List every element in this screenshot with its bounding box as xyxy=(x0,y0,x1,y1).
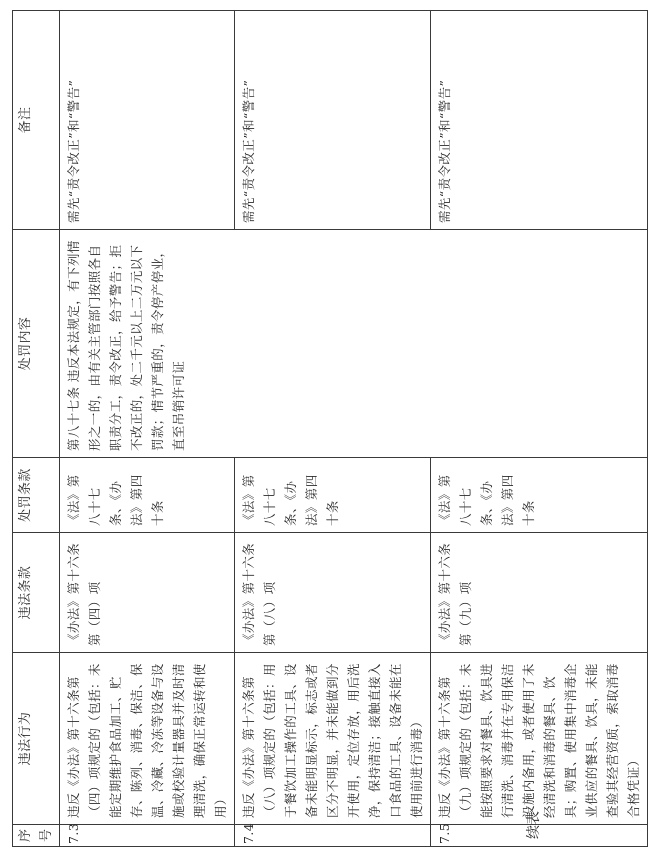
row-seq: 7.3 xyxy=(60,825,235,847)
row-remarks: 需先“责令改正”和“警告” xyxy=(60,11,235,230)
row-seq: 7.5 xyxy=(431,825,648,847)
row-remarks: 需先“责令改正”和“警告” xyxy=(235,11,431,230)
header-violated-clause: 违法条款 xyxy=(13,533,60,653)
header-penalty-content: 处罚内容 xyxy=(13,230,60,458)
row-behavior: 违反《办法》第十六条第（八）项规定的（包括：用于餐饮加工操作的工具、设备未能明显标示，标志或者区分不明显，并未能做到分开使用，定位存放，用后洗净，保持清洁；接触直接入口食品的工具、设备未能在使用前进行消毒） xyxy=(235,653,431,825)
table-row xyxy=(60,11,235,847)
row-seq: 7.4 xyxy=(235,825,431,847)
row-penalty-clause: 《法》第八十七条、《办法》第四十条 xyxy=(235,458,431,533)
header-row xyxy=(13,11,60,847)
row-penalty-clause: 《法》第八十七条、《办法》第四十条 xyxy=(431,458,648,533)
row-violated-clause: 《办法》第十六条第（四）项 xyxy=(60,533,235,653)
header-penalty-clause: 处罚条款 xyxy=(13,458,60,533)
penalty-table xyxy=(12,10,648,847)
row-penalty-content: 第八十七条 违反本法规定，有下列情形之一的，由有关主管部门按照各自职责分工，责令改正，给予警告；拒不改正的，处二千元以上二万元以下罚款；情节严重的，责令停产停业，直至吊销许可证 xyxy=(60,230,648,458)
continued-label: 续表 xyxy=(526,811,542,839)
row-violated-clause: 《办法》第十六条第（九）项 xyxy=(431,533,648,653)
row-behavior: 违反《办法》第十六条第（四）项规定的（包括：未能定期维护食品加工、贮存、陈列、消毒、保洁、保温、冷藏、冷冻等设备与设施或校验计量器具并及时清理清洗，确保正常运转和使用） xyxy=(60,653,235,825)
header-behavior: 违法行为 xyxy=(13,653,60,825)
row-remarks: 需先“责令改正”和“警告” xyxy=(431,11,648,230)
row-violated-clause: 《办法》第十六条第（八）项 xyxy=(235,533,431,653)
row-behavior: 违反《办法》第十六条第（九）项规定的（包括：未能按照要求对餐具、饮具进行清洗、消毒并在专用保洁设施内备用，或者使用了未经清洗和消毒的餐具、饮具；购置、使用集中消毒企业供应的餐具、饮具，未能查验其经营资质，索取消毒合格凭证） xyxy=(431,653,648,825)
row-penalty-clause: 《法》第八十七条、《办法》第四十条 xyxy=(60,458,235,533)
header-seq: 序号 xyxy=(13,825,60,847)
header-remarks: 备注 xyxy=(13,11,60,230)
